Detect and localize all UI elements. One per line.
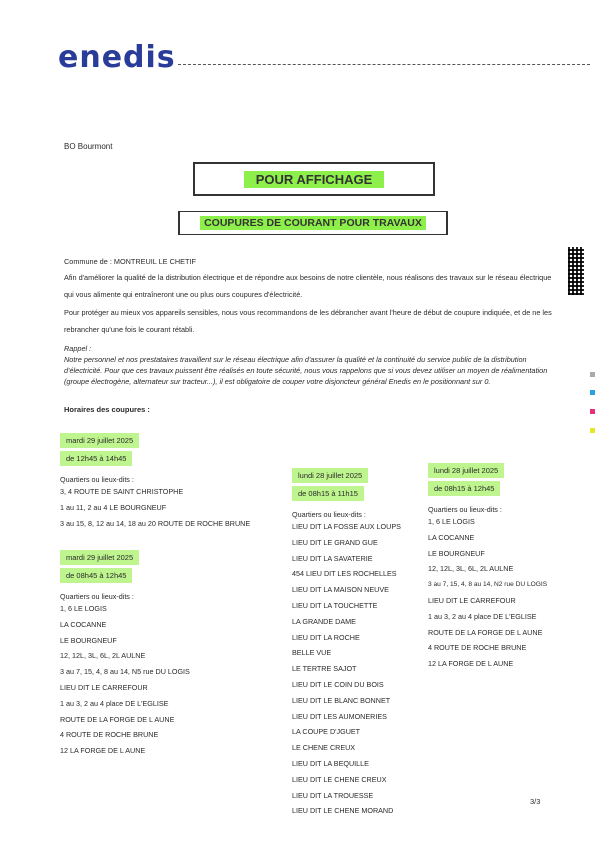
- list-item: LIEU DIT LA BEQUILLE: [292, 758, 369, 768]
- list-item: LIEU DIT LE CHENE CREUX: [292, 774, 387, 784]
- color-mark-cyan: [590, 390, 595, 395]
- list-item: LE BOURGNEUF: [60, 635, 117, 645]
- list-item: LIEU DIT LA ROCHE: [292, 632, 360, 642]
- list-item: 3 au 7, 15, 4, 8 au 14, N2 rue DU LOGIS: [428, 581, 548, 589]
- rappel-label: Rappel :: [64, 344, 92, 353]
- document-title: POUR AFFICHAGE: [244, 171, 385, 188]
- list-item: ROUTE DE LA FORGE DE L AUNE: [428, 627, 543, 637]
- intro-paragraph: Afin d'améliorer la qualité de la distribution électrique et de répondre aux besoins de notre clientèle, nous réalisons des travaux sur le réseau électrique qui vous alimente qui entraîneront une ou plus ours coupures d'électricité.: [64, 273, 552, 299]
- list-item: 12 LA FORGE DE L AUNE: [428, 659, 514, 669]
- list-item: LE BOURGNEUF: [428, 548, 485, 558]
- list-item: LIEU DIT LA TROUESSE: [292, 790, 374, 800]
- list-item: 12, 12L, 3L, 6L, 2L AULNE: [428, 564, 514, 574]
- quartiers-label: Quartiers ou lieux-dits :: [60, 592, 134, 601]
- list-item: 4 ROUTE DE ROCHE BRUNE: [60, 730, 159, 740]
- list-item: ROUTE DE LA FORGE DE L AUNE: [60, 714, 175, 724]
- outage-block-4: [428, 460, 547, 672]
- header-divider: [178, 64, 590, 65]
- color-mark-magenta: [590, 409, 595, 414]
- quartiers-label: Quartiers ou lieux-dits :: [428, 505, 502, 514]
- page-number: 3/3: [530, 797, 541, 806]
- enedis-logo: enedis: [58, 40, 176, 75]
- list-item: 3, 4 ROUTE DE SAINT CHRISTOPHE: [60, 487, 184, 496]
- subtitle-box: [178, 211, 448, 235]
- commune-line: Commune de : MONTREUIL LE CHETIF: [64, 257, 196, 266]
- outage-time: de 08h15 à 12h45: [428, 481, 500, 496]
- rappel-note: [64, 343, 554, 387]
- title-box: [193, 162, 435, 196]
- outage-time: de 08h15 à 11h15: [292, 486, 364, 501]
- list-item: LIEU DIT LE GRAND GUE: [292, 537, 378, 547]
- datamatrix-code: [568, 247, 584, 295]
- document-subtitle: COUPURES DE COURANT POUR TRAVAUX: [200, 216, 426, 230]
- outage-time: de 08h45 à 12h45: [60, 568, 132, 583]
- list-item: 454 LIEU DIT LES ROCHELLES: [292, 569, 397, 579]
- list-item: 1, 6 LE LOGIS: [60, 604, 107, 613]
- list-item: LA COCANNE: [428, 532, 475, 542]
- outage-block-1: [60, 430, 250, 531]
- list-item: LE TERTRE SAJOT: [292, 664, 357, 674]
- outage-date: lundi 28 juillet 2025: [428, 463, 504, 478]
- outage-block-3: [292, 465, 401, 819]
- list-item: LIEU DIT LA FOSSE AUX LOUPS: [292, 522, 401, 531]
- list-item: LIEU DIT LE CHENE MORAND: [292, 806, 394, 816]
- list-item: 12, 12L, 3L, 6L, 2L AULNE: [60, 651, 146, 661]
- list-item: 1, 6 LE LOGIS: [428, 517, 475, 526]
- list-item: LIEU DIT LA SAVATERIE: [292, 553, 373, 563]
- outage-date: mardi 29 juillet 2025: [60, 433, 139, 448]
- outage-date: mardi 29 juillet 2025: [60, 550, 139, 565]
- horaires-heading: Horaires des coupures :: [64, 405, 150, 414]
- list-item: 1 au 3, 2 au 4 place DE L'EGLISE: [60, 698, 169, 708]
- list-item: LIEU DIT LE CARREFOUR: [60, 682, 148, 692]
- quartiers-label: Quartiers ou lieux-dits :: [292, 510, 366, 519]
- list-item: 1 au 3, 2 au 4 place DE L'EGLISE: [428, 611, 537, 621]
- list-item: 3 au 15, 8, 12 au 14, 18 au 20 ROUTE DE ROCHE BRUNE: [60, 518, 251, 528]
- list-item: LA COUPE D'JGUET: [292, 727, 361, 737]
- list-item: LA COCANNE: [60, 619, 107, 629]
- list-item: 3 au 7, 15, 4, 8 au 14, N5 rue DU LOGIS: [60, 667, 190, 677]
- list-item: 12 LA FORGE DE L AUNE: [60, 746, 146, 756]
- list-item: LA GRANDE DAME: [292, 616, 356, 626]
- rappel-text: Notre personnel et nos prestataires travaillent sur le réseau électrique afin d'assurer la qualité et la continuité du service public de la distribution d'électricité. Pour que ces travaux puissent être réalisés en toute sécurité, nous vous rappelons que si vous devez utiliser un moyen de réalimentation (groupe électrogène, alternateur sur tracteur...), il est obligatoire de couper votre disjoncteur général Enedis en le positionnant sur 0.: [64, 355, 548, 386]
- list-item: LIEU DIT LE COIN DU BOIS: [292, 679, 384, 689]
- list-item: LIEU DIT LA MAISON NEUVE: [292, 585, 389, 595]
- list-item: LIEU DIT LA TOUCHETTE: [292, 600, 378, 610]
- outage-date: lundi 28 juillet 2025: [292, 468, 368, 483]
- outage-time: de 12h45 à 14h45: [60, 451, 132, 466]
- list-item: LE CHENE CREUX: [292, 743, 356, 753]
- list-item: 1 au 11, 2 au 4 LE BOURGNEUF: [60, 502, 167, 512]
- quartiers-label: Quartiers ou lieux-dits :: [60, 475, 134, 484]
- list-item: 4 ROUTE DE ROCHE BRUNE: [428, 643, 527, 653]
- list-item: BELLE VUE: [292, 648, 332, 658]
- color-mark-grey: [590, 372, 595, 377]
- color-mark-yellow: [590, 428, 595, 433]
- sender-office: BO Bourmont: [64, 142, 113, 151]
- list-item: LIEU DIT LE CARREFOUR: [428, 595, 516, 605]
- list-item: LIEU DIT LES AUMONERIES: [292, 711, 387, 721]
- advice-paragraph: Pour protéger au mieux vos appareils sensibles, nous vous recommandons de les débrancher avant l'heure de début de coupure indiquée, et de ne les rebrancher qu'une fois le courant rétabli.: [64, 308, 552, 334]
- list-item: LIEU DIT LE BLANC BONNET: [292, 695, 391, 705]
- outage-block-2: [60, 547, 190, 759]
